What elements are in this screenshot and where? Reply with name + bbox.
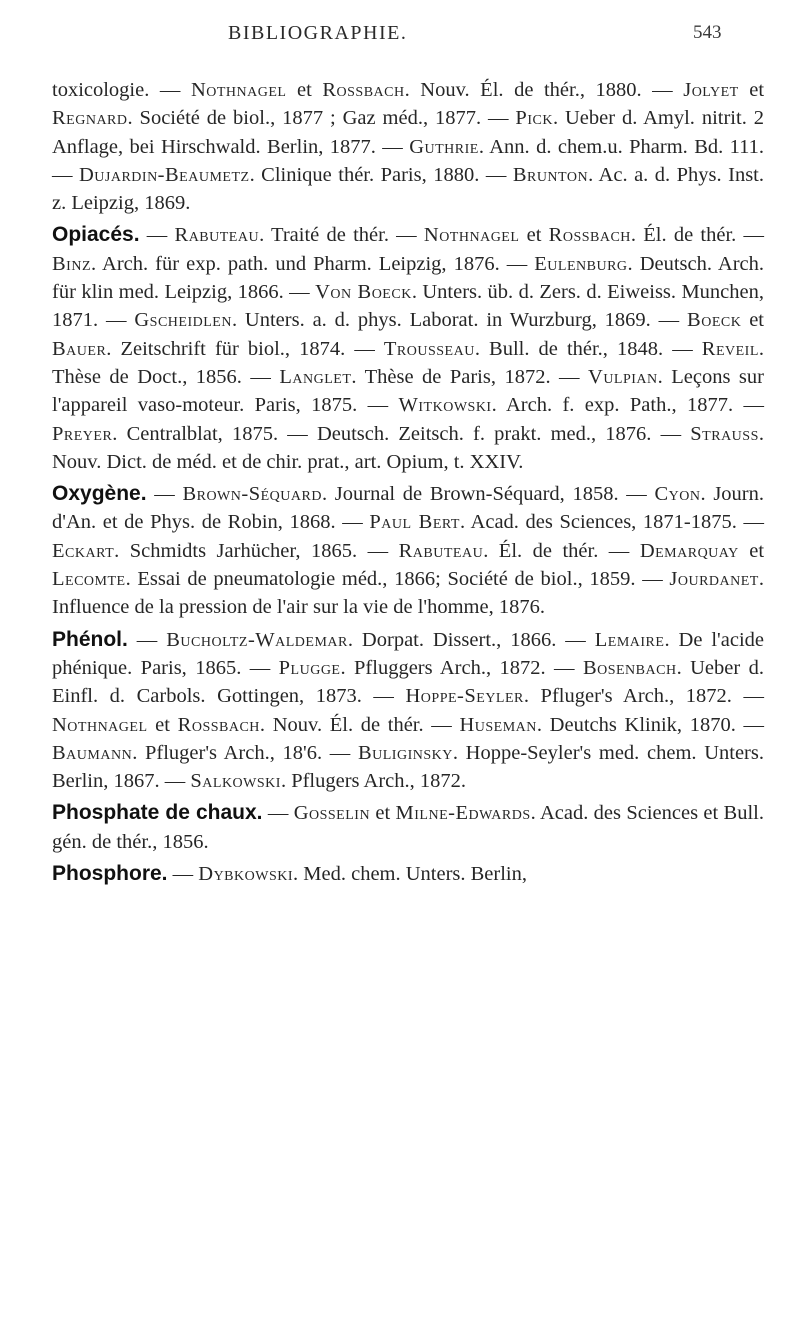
author-name: Eulenburg [534,252,628,275]
author-name: Strauss [690,422,759,445]
author-name: Rossbach [548,224,631,247]
citation-text: . Essai de pneumatologie méd., 1866; Société de biol., 1859. — [125,568,670,591]
author-name: Pick [515,107,553,130]
citation-text: . Nouv. Él. de thér. — [259,713,460,736]
entry-heading: Opiacés. [52,223,140,247]
citation-text: . Ac. a. d. Phys. Inst. z. Leipzig, 1869. [52,163,764,215]
author-name: Boeck [687,309,742,332]
entry-phosphore [52,860,764,888]
citation-text: . Clinique thér. Paris, 1880. — [249,163,513,186]
author-name: Binz [52,252,91,275]
author-name: Plugge [278,656,341,679]
citation-text: . Thèse de Doct., 1856. — [52,337,764,388]
citation-text: . Thèse de Paris, 1872. — [351,365,589,388]
citation-text: . Deutchs Klinik, 1870. — [536,713,765,736]
citation-text: . Journal de Brown-Séquard, 1858. — [321,483,655,506]
citation-text: — [127,628,167,651]
citation-text: . Hoppe-Seyler's med. chem. Unters. Berlin, 1867. — [52,741,764,793]
author-name: Brown-Séquard [182,483,322,506]
citation-text: . Zeitschrift für biol., 1874. — [106,337,384,360]
citation-text: . Société de biol., 1877 ; Gaz méd., 1877. — [127,107,516,130]
citation-text: . Nouv. Él. de thér., 1880. — [404,79,684,101]
author-name: Nothnagel [52,713,148,736]
author-name: Rossbach [322,79,405,101]
author-name: Gosselin [293,802,371,825]
page-number: 543 [693,22,722,43]
citation-text: — [262,802,294,825]
author-name: Dujardin-Beaumetz [78,163,250,186]
author-name: Nothnagel [190,79,287,101]
citation-text: . Él. de thér. — [483,539,640,562]
entry-heading: Phénol. [52,627,128,651]
citation-text: — [167,863,199,886]
author-name: Huseman [459,713,537,736]
citation-text: . Unters. üb. d. Zers. d. Eiweiss. Munchen, 1871. — [52,281,765,332]
citation-text: toxicologie. — [52,79,191,101]
citation-text: . Deutsch. Arch. für klin med. Leipzig, 1866. — [52,252,765,304]
author-name: Dybkowski [198,863,294,886]
citation-text: . Dorpat. Dissert., 1866. — [347,628,595,651]
citation-text: — [139,224,175,247]
citation-text: et [519,224,549,247]
citation-text: . Pfluggers Arch., 1872. — [340,656,583,679]
citation-text: . Ueber d. Einfl. d. Carbols. Gottingen, 1873. — [52,656,764,708]
bibliography-body [52,76,764,892]
citation-text: et [738,539,765,562]
author-name: Rabuteau [398,539,484,562]
author-name: Demarquay [639,539,739,562]
author-name: Nothnagel [423,224,520,247]
entry-heading: Oxygène. [52,482,147,506]
author-name: Guthrie [409,135,479,158]
citation-text: . Ueber d. Amyl. nitrit. 2 Anflage, bei Hirschwald. Berlin, 1877. — [52,107,764,158]
citation-text: . Centralblat, 1875. — Deutsch. Zeitsch. f. prakt. med., 1876. — [112,422,691,445]
author-name: Salkowski [190,770,281,793]
author-name: Von Boeck [315,281,412,304]
author-name: Lecomte [52,568,126,591]
author-name: Bosenbach [582,656,677,679]
author-name: Milne-Edwards [395,802,531,825]
citation-text: . Pfluger's Arch., 18'6. — [132,741,358,764]
citation-text: . Acad. des Sciences et Bull. gén. de thér., 1856. [52,802,764,853]
author-name: Eckart [52,539,115,562]
citation-text: et [741,309,765,332]
citation-text: . Traité de thér. — [259,224,424,247]
citation-text: . De l'acide phénique. Paris, 1865. — [52,628,764,679]
author-name: Cyon [654,483,701,506]
author-name: Gscheidlen [134,309,232,332]
citation-text: . Ann. d. chem.u. Pharm. Bd. 111. — [52,135,764,186]
citation-text: et [147,713,178,736]
entry-phosphate-de-chaux [52,799,764,856]
author-name: Lemaire [594,628,665,651]
entry-phenol [52,626,764,796]
citation-text: . Schmidts Jarhücher, 1865. — [114,539,399,562]
citation-text: . Él. de thér. — [630,224,765,247]
author-name: Rabuteau [174,224,260,247]
citation-text: . Influence de la pression de l'air sur la vie de l'homme, 1876. [52,568,764,619]
citation-text: — [146,483,183,506]
author-name: Reveil [701,337,759,360]
entry-heading: Phosphate de chaux. [52,801,263,825]
citation-text: et [286,79,323,101]
author-name: Witkowski [398,394,492,417]
author-name: Langlet [279,365,352,388]
author-name: Preyer [52,422,113,445]
citation-text: . Leçons sur l'appareil vaso-moteur. Paris, 1875. — [52,365,764,417]
citation-text: et [370,802,396,825]
entry-opiaces [52,221,764,476]
entry-toxicologie-continued [52,76,764,217]
author-name: Brunton [512,163,589,186]
author-name: Baumann [52,741,133,764]
author-name: Hoppe-Seyler [405,685,524,708]
citation-text: . Journ. d'An. et de Phys. de Robin, 1868. — [52,483,764,534]
citation-text: . Unters. a. d. phys. Laborat. in Wurzburg, 1869. — [231,309,688,332]
entry-oxygene [52,480,764,621]
citation-text: . Acad. des Sciences, 1871-1875. — [459,511,764,534]
running-title: BIBLIOGRAPHIE. [228,22,408,44]
author-name: Vulpian [588,365,658,388]
citation-text: et [738,79,765,101]
citation-text: . Arch. für exp. path. und Pharm. Leipzig, 1876. — [91,252,535,275]
citation-text: . Pflugers Arch., 1872. [280,770,466,793]
citation-text: . Med. chem. Unters. Berlin, [293,863,528,886]
author-name: Paul Bert [369,511,460,534]
citation-text: . Nouv. Dict. de méd. et de chir. prat., art. Opium, t. XXIV. [52,422,764,473]
author-name: Regnard [52,107,128,130]
citation-text: . Bull. de thér., 1848. — [474,337,702,360]
author-name: Buliginsky [357,741,453,764]
author-name: Bauer [52,337,107,360]
citation-text: . Arch. f. exp. Path., 1877. — [491,394,764,417]
running-head [0,22,800,48]
author-name: Bucholtz-Waldemar [166,628,348,651]
author-name: Trousseau [383,337,475,360]
author-name: Rossbach [177,713,260,736]
entry-heading: Phosphore. [52,862,168,886]
author-name: Jourdanet [669,568,759,591]
author-name: Jolyet [683,79,739,101]
citation-text: . Pfluger's Arch., 1872. — [523,685,764,708]
